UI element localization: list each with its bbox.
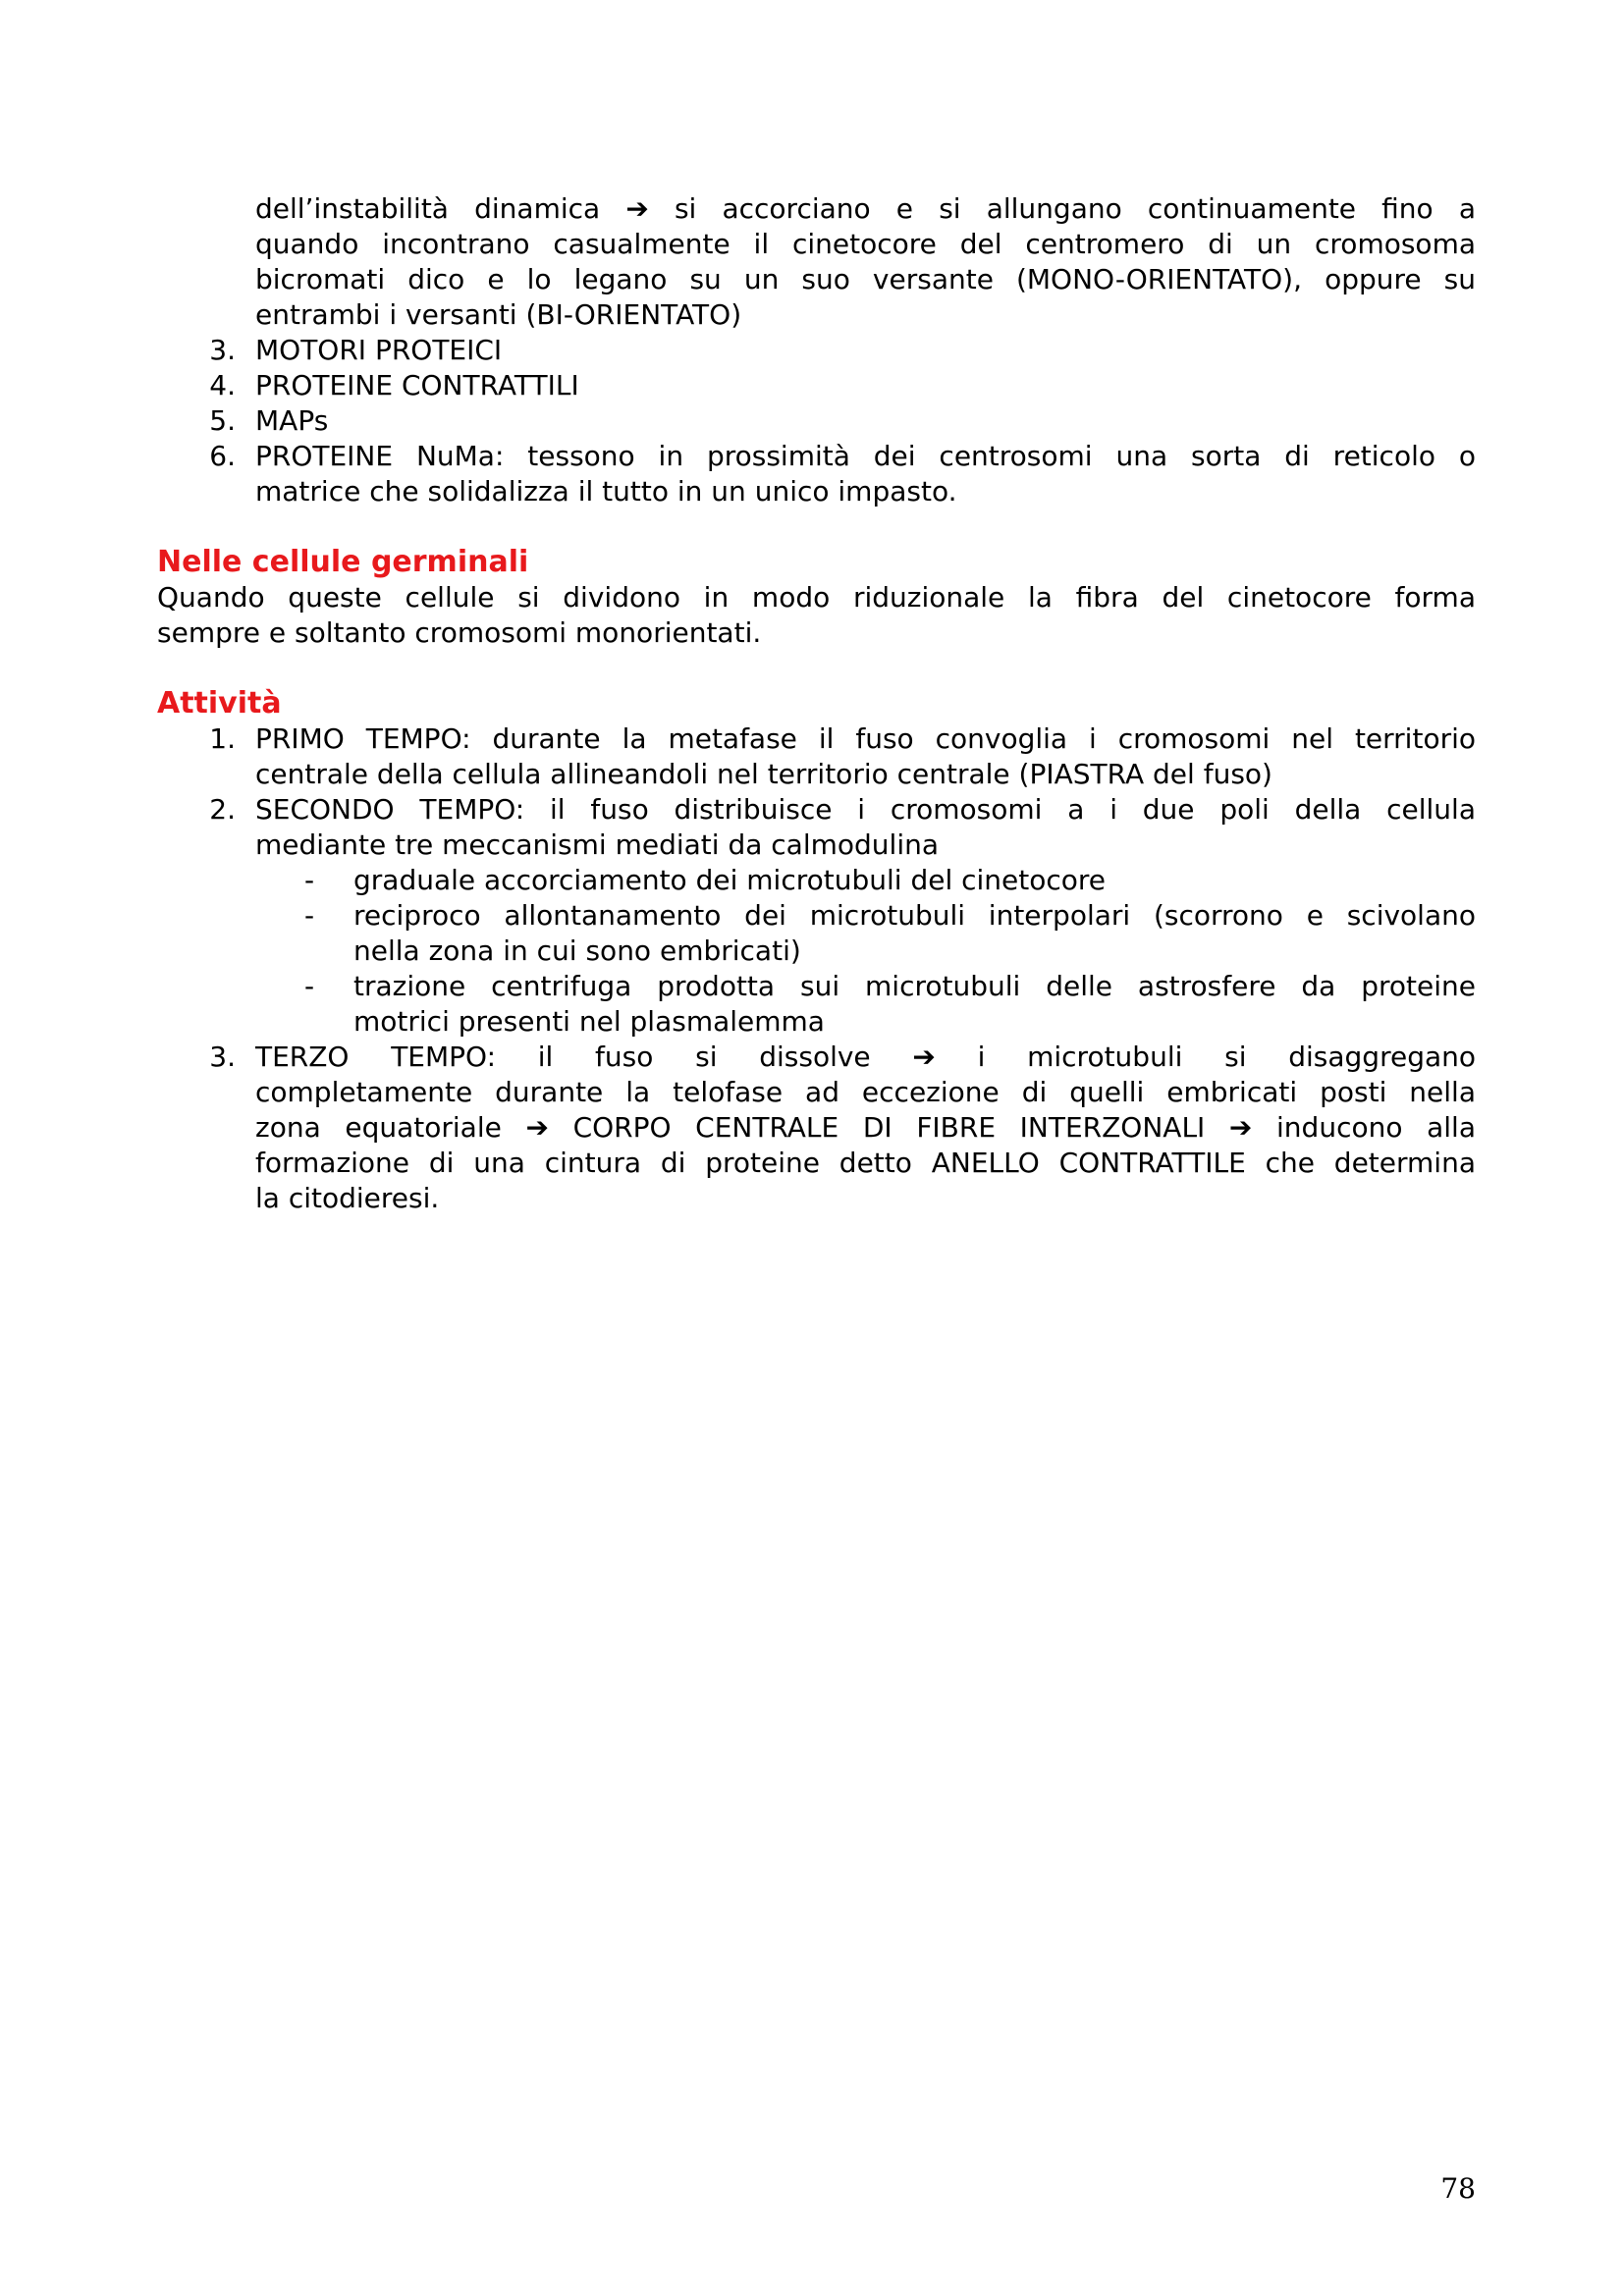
list-item [209,792,1476,863]
text-line: zona equatoriale ➔ CORPO CENTRALE DI FIBRE INTERZONALI ➔ inducono alla [255,1111,1476,1144]
dash-bullet: - [303,899,315,932]
text-line: MOTORI PROTEICI [255,334,503,366]
list-item [209,368,1476,403]
list-number: 3. [209,334,236,366]
list-item [209,333,1476,368]
list-item [209,721,1476,792]
list-number: 1. [209,722,236,755]
text-line: la citodieresi. [255,1182,440,1214]
list-number: 4. [209,369,236,401]
text-line: PROTEINE NuMa: tessono in prossimità dei centrosomi una sorta di reticolo o [255,440,1476,472]
page-number: 78 [1440,2172,1476,2205]
dash-bullet: - [303,970,315,1002]
text-line: SECONDO TEMPO: il fuso distribuisce i cromosomi a i due poli della cellula [255,793,1476,826]
text-line: MAPs [255,404,329,437]
page-content [157,191,1476,1216]
numbered-list [157,333,1476,509]
dash-item [303,898,1476,969]
intro-paragraph [255,191,1476,333]
text-line: completamente durante la telofase ad eccezione di quelli embricati posti nella [255,1076,1476,1108]
text-line: bicromati dico e lo legano su un suo versante (MONO-ORIENTATO), oppure su [255,263,1476,295]
list-number: 2. [209,793,236,826]
section-activity [157,686,1476,1216]
text-line: motrici presenti nel plasmalemma [353,1005,825,1038]
text-line: nella zona in cui sono embricati) [353,934,801,967]
list-number: 6. [209,440,236,472]
dash-item [303,969,1476,1040]
section-heading: Attività [157,686,282,721]
text-line: trazione centrifuga prodotta sui microtubuli delle astrosfere da proteine [353,970,1476,1002]
text-line: dell’instabilità dinamica ➔ si accorciano e si allungano continuamente fino a [255,192,1476,225]
text-line: TERZO TEMPO: il fuso si dissolve ➔ i microtubuli si disaggregano [255,1041,1476,1073]
list-item [209,403,1476,439]
text-line: PRIMO TEMPO: durante la metafase il fuso convoglia i cromosomi nel territorio [255,722,1476,755]
dash-bullet: - [303,864,315,896]
text-line: graduale accorciamento dei microtubuli del cinetocore [353,864,1107,896]
list-item [209,439,1476,509]
section-germinal [157,545,1476,651]
list-number: 5. [209,404,236,437]
text-line: entrambi i versanti (BI-ORIENTATO) [255,298,742,331]
dash-item [303,863,1476,898]
text-line: reciproco allontanamento dei microtubuli interpolari (scorrono e scivolano [353,899,1476,932]
list-number: 3. [209,1041,236,1073]
section-heading: Nelle cellule germinali [157,545,529,579]
list-item [209,1040,1476,1216]
text-line: formazione di una cintura di proteine detto ANELLO CONTRATTILE che determina [255,1147,1476,1179]
text-line: sempre e soltanto cromosomi monorientati. [157,616,762,649]
text-line: centrale della cellula allineandoli nel territorio centrale (PIASTRA del fuso) [255,758,1272,790]
dash-list [157,863,1476,1040]
text-line: PROTEINE CONTRATTILI [255,369,579,401]
text-line: mediante tre meccanismi mediati da calmodulina [255,828,940,861]
text-line: matrice che solidalizza il tutto in un unico impasto. [255,475,957,507]
text-line: Quando queste cellule si dividono in modo riduzionale la fibra del cinetocore forma [157,581,1476,614]
text-line: quando incontrano casualmente il cinetocore del centromero di un cromosoma [255,228,1476,260]
